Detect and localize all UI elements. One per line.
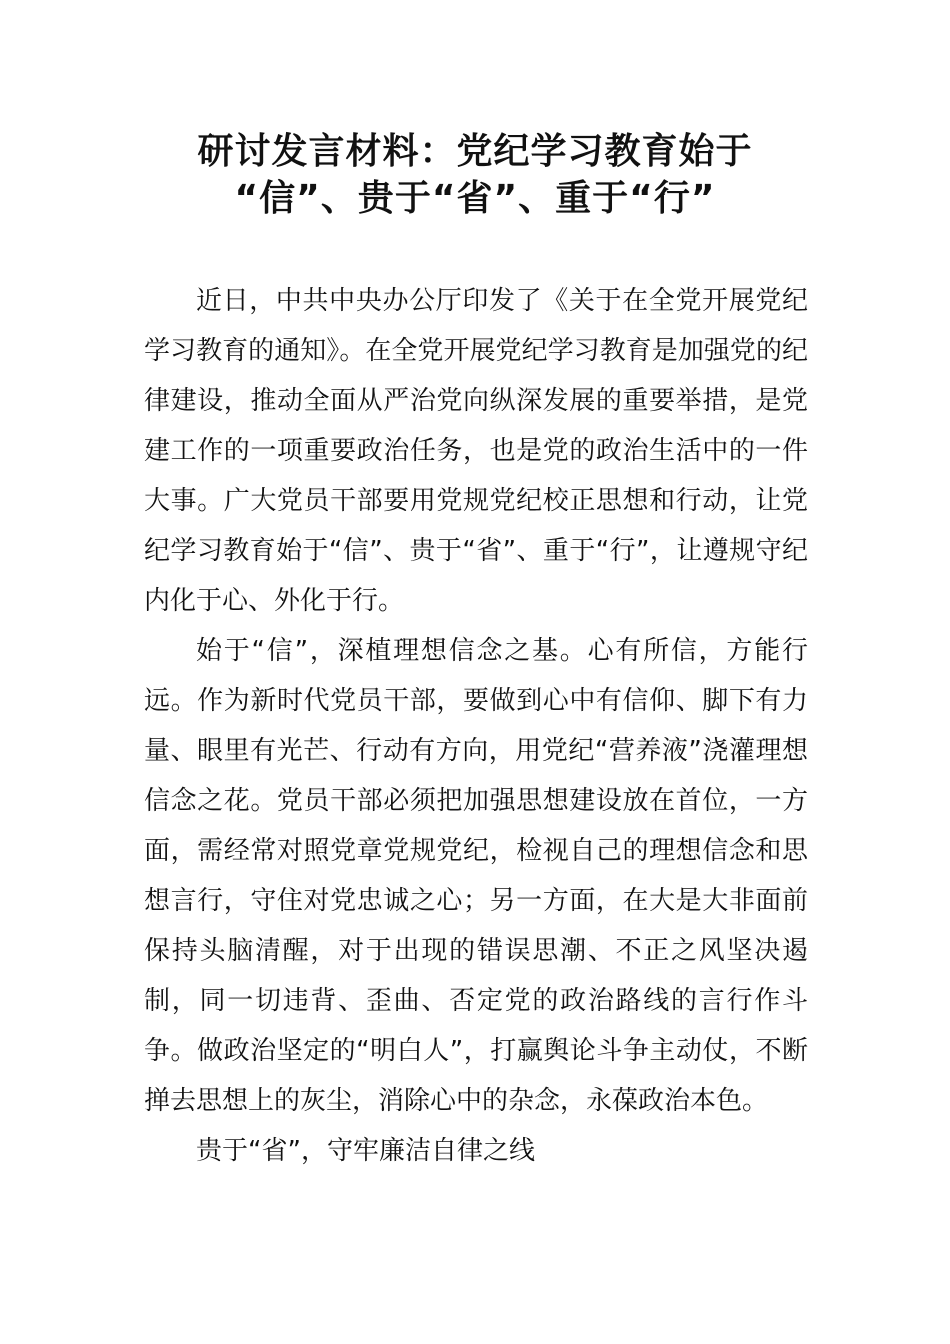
title-line-1: 研讨发言材料：党纪学习教育始于 [197, 131, 753, 172]
paragraph-xin: 始于“信”，深植理想信念之基。心有所信，方能行远。作为新时代党员干部，要做到心中有信仰、脚下有力量、眼里有光芒、行动有方向，用党纪“营养液”浇灌理想信念之花。党员干部必须把加强思想建设放在首位，一方面，需经常对照党章党规党纪，检视自己的理想信念和思想言行，守住对党忠诚之心；另一方面，在大是大非面前保持头脑清醒，对于出现的错误思潮、不正之风坚决遏制，同一切违背、歪曲、否定党的政治路线的言行作斗争。做政治坚定的“明白人”，打赢舆论斗争主动仗，不断掸去思想上的灰尘，消除心中的杂念，永葆政治本色。 [144, 636, 808, 1116]
document-title [120, 128, 830, 222]
document-body [144, 276, 808, 1176]
paragraph-sheng-heading: 贵于“省”，守牢廉洁自律之线 [196, 1136, 535, 1166]
paragraph-intro: 近日，中共中央办公厅印发了《关于在全党开展党纪学习教育的通知》。在全党开展党纪学习教育是加强党的纪律建设，推动全面从严治党向纵深发展的重要举措，是党建工作的一项重要政治任务，也是党的政治生活中的一件大事。广大党员干部要用党规党纪校正思想和行动，让党纪学习教育始于“信”、贵于“省”、重于“行”，让遵规守纪内化于心、外化于行。 [144, 286, 808, 616]
title-line-2: “信”、贵于“省”、重于“行” [234, 178, 716, 219]
